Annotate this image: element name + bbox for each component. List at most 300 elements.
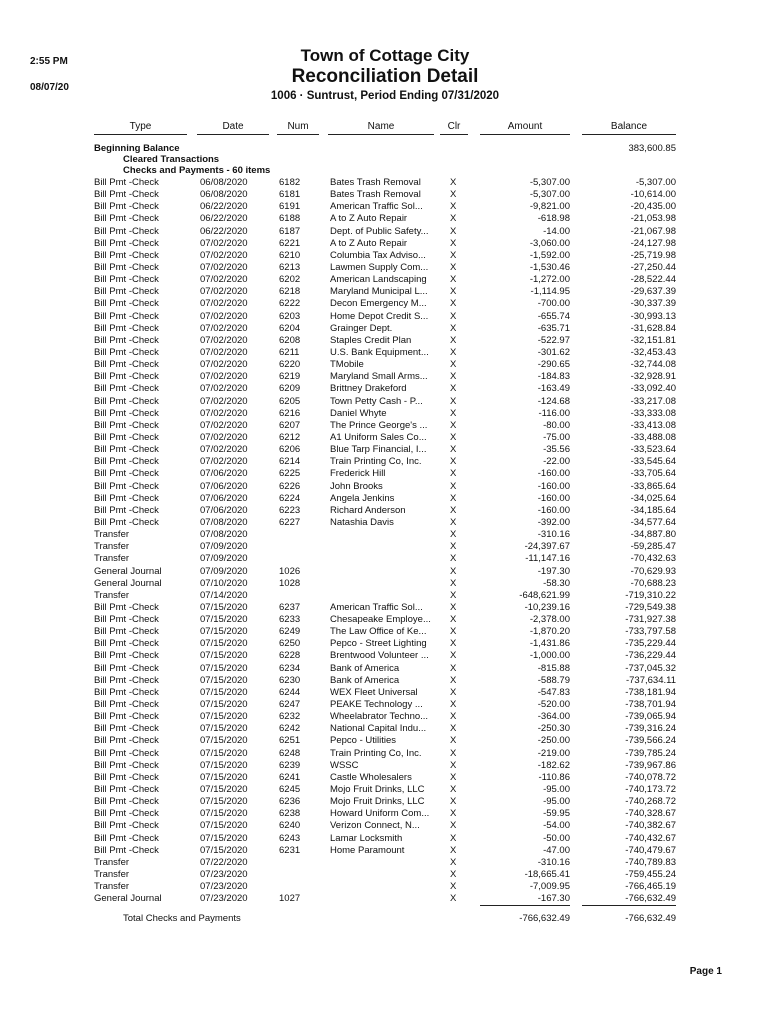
row-name: Maryland Municipal L... — [330, 286, 428, 298]
row-date: 07/02/2020 — [200, 334, 248, 346]
table-row — [0, 796, 770, 808]
row-cleared: X — [450, 735, 457, 747]
row-num: 6182 — [279, 177, 301, 188]
row-type: Transfer — [94, 541, 130, 553]
row-cleared: X — [450, 419, 457, 431]
row-name: American Landscaping — [330, 274, 427, 286]
row-amount: -18,665.41 — [524, 869, 570, 881]
row-date: 07/06/2020 — [200, 468, 248, 480]
row-num: 6209 — [279, 383, 301, 395]
row-num: 6202 — [279, 274, 301, 286]
row-num: 6214 — [279, 456, 301, 468]
row-balance: -739,785.24 — [625, 747, 676, 759]
row-num: 6227 — [279, 516, 301, 528]
table-row — [0, 177, 770, 189]
row-balance: -735,229.44 — [625, 638, 676, 650]
row-num: 6239 — [279, 759, 301, 771]
table-row — [0, 201, 770, 213]
row-num: 6213 — [279, 261, 301, 273]
row-name: Mojo Fruit Drinks, LLC — [330, 784, 425, 796]
table-row — [0, 663, 770, 675]
row-name: Pepco - Street Lighting — [330, 638, 427, 650]
row-balance: -70,688.23 — [630, 577, 676, 589]
row-balance: -731,927.38 — [625, 614, 676, 626]
row-cleared: X — [450, 189, 457, 201]
row-balance: -20,435.00 — [630, 201, 676, 213]
row-amount: -9,821.00 — [529, 201, 570, 213]
row-amount: -588.79 — [537, 674, 570, 686]
row-type: Bill Pmt -Check — [94, 310, 159, 322]
row-date: 06/08/2020 — [200, 189, 248, 201]
table-row — [0, 420, 770, 432]
row-num: 6218 — [279, 286, 301, 298]
row-amount: -5,307.00 — [529, 189, 570, 201]
row-name: The Law Office of Ke... — [330, 626, 427, 638]
row-num: 6210 — [279, 249, 301, 261]
row-type: General Journal — [94, 565, 162, 577]
row-num: 6226 — [279, 480, 301, 492]
row-amount: -160.00 — [537, 480, 570, 492]
row-num: 6233 — [279, 614, 301, 626]
row-date: 07/15/2020 — [200, 784, 248, 796]
row-name: Staples Credit Plan — [330, 334, 412, 346]
row-cleared: X — [450, 371, 457, 383]
row-date: 07/15/2020 — [200, 808, 248, 820]
row-type: Bill Pmt -Check — [94, 371, 159, 383]
row-cleared: X — [450, 322, 457, 334]
row-num: 6240 — [279, 820, 301, 832]
column-header-date: Date — [197, 121, 269, 135]
row-type: Bill Pmt -Check — [94, 759, 159, 771]
row-date: 07/15/2020 — [200, 711, 248, 723]
table-row — [0, 590, 770, 602]
row-balance: -5,307.00 — [635, 177, 676, 188]
row-num: 6232 — [279, 711, 301, 723]
column-header-amount: Amount — [480, 121, 570, 135]
row-amount: -250.30 — [537, 723, 570, 735]
row-type: Bill Pmt -Check — [94, 711, 159, 723]
table-row — [0, 784, 770, 796]
row-num: 6250 — [279, 638, 301, 650]
row-name: Bank of America — [330, 662, 400, 674]
row-balance: -738,181.94 — [625, 686, 676, 698]
table-row — [0, 262, 770, 274]
row-amount: -182.62 — [537, 759, 570, 771]
row-date: 07/02/2020 — [200, 456, 248, 468]
report-date: 08/07/20 — [30, 82, 69, 93]
row-amount: -310.16 — [537, 856, 570, 868]
row-name: Mojo Fruit Drinks, LLC — [330, 796, 425, 808]
row-num: 1026 — [279, 565, 301, 577]
row-date: 07/23/2020 — [200, 881, 248, 893]
row-name: Town Petty Cash - P... — [330, 395, 423, 407]
row-name: American Traffic Sol... — [330, 201, 423, 213]
row-cleared: X — [450, 771, 457, 783]
report-time: 2:55 PM — [30, 56, 68, 67]
row-cleared: X — [450, 177, 457, 188]
balance-total-rule — [582, 905, 676, 906]
row-amount: -7,009.95 — [529, 881, 570, 893]
row-cleared: X — [450, 589, 457, 601]
table-row — [0, 687, 770, 699]
row-type: Bill Pmt -Check — [94, 820, 159, 832]
row-amount: -80.00 — [543, 419, 570, 431]
row-type: Bill Pmt -Check — [94, 844, 159, 856]
report-title: Reconciliation Detail — [291, 66, 479, 87]
table-row — [0, 723, 770, 735]
row-date: 07/15/2020 — [200, 699, 248, 711]
row-type: Transfer — [94, 553, 130, 565]
row-cleared: X — [450, 723, 457, 735]
row-date: 06/22/2020 — [200, 201, 248, 213]
row-name: A1 Uniform Sales Co... — [330, 431, 427, 443]
row-balance: -34,185.64 — [630, 504, 676, 516]
table-row — [0, 566, 770, 578]
row-date: 07/09/2020 — [200, 541, 248, 553]
row-type: Bill Pmt -Check — [94, 808, 159, 820]
row-cleared: X — [450, 213, 457, 225]
row-balance: -24,127.98 — [630, 237, 676, 249]
row-num: 6244 — [279, 686, 301, 698]
table-row — [0, 893, 770, 905]
row-type: Bill Pmt -Check — [94, 407, 159, 419]
row-name: WEX Fleet Universal — [330, 686, 418, 698]
table-row — [0, 748, 770, 760]
row-amount: -163.49 — [537, 383, 570, 395]
row-balance: -33,413.08 — [630, 419, 676, 431]
row-cleared: X — [450, 820, 457, 832]
row-amount: -250.00 — [537, 735, 570, 747]
row-cleared: X — [450, 650, 457, 662]
row-type: Bill Pmt -Check — [94, 286, 159, 298]
row-num: 6203 — [279, 310, 301, 322]
row-type: General Journal — [94, 893, 162, 905]
row-amount: -290.65 — [537, 359, 570, 371]
row-cleared: X — [450, 456, 457, 468]
column-header-type: Type — [94, 121, 187, 135]
row-cleared: X — [450, 565, 457, 577]
row-name: A to Z Auto Repair — [330, 237, 408, 249]
table-row — [0, 347, 770, 359]
table-row — [0, 286, 770, 298]
row-type: Bill Pmt -Check — [94, 650, 159, 662]
row-amount: -184.83 — [537, 371, 570, 383]
row-type: Bill Pmt -Check — [94, 468, 159, 480]
row-amount: -520.00 — [537, 699, 570, 711]
row-name: Chesapeake Employe... — [330, 614, 431, 626]
row-amount: -160.00 — [537, 468, 570, 480]
row-cleared: X — [450, 492, 457, 504]
row-amount: -14.00 — [543, 225, 570, 237]
row-num: 6208 — [279, 334, 301, 346]
table-row — [0, 735, 770, 747]
row-balance: -33,488.08 — [630, 431, 676, 443]
row-cleared: X — [450, 346, 457, 358]
row-type: Transfer — [94, 529, 130, 541]
row-amount: -59.95 — [543, 808, 570, 820]
row-date: 07/02/2020 — [200, 444, 248, 456]
row-date: 06/08/2020 — [200, 177, 248, 188]
row-balance: -766,465.19 — [625, 881, 676, 893]
row-date: 06/22/2020 — [200, 213, 248, 225]
row-name: Howard Uniform Com... — [330, 808, 430, 820]
row-amount: -197.30 — [537, 565, 570, 577]
row-num: 6242 — [279, 723, 301, 735]
table-row — [0, 238, 770, 250]
row-balance: -740,432.67 — [625, 832, 676, 844]
row-cleared: X — [450, 759, 457, 771]
row-date: 07/02/2020 — [200, 431, 248, 443]
row-name: PEAKE Technology ... — [330, 699, 423, 711]
row-name: Bates Trash Removal — [330, 177, 421, 188]
row-date: 07/02/2020 — [200, 395, 248, 407]
row-date: 07/08/2020 — [200, 516, 248, 528]
row-num: 6207 — [279, 419, 301, 431]
row-cleared: X — [450, 237, 457, 249]
table-row — [0, 711, 770, 723]
row-cleared: X — [450, 626, 457, 638]
row-cleared: X — [450, 407, 457, 419]
row-date: 07/02/2020 — [200, 237, 248, 249]
row-amount: -3,060.00 — [529, 237, 570, 249]
table-row — [0, 298, 770, 310]
row-num: 6216 — [279, 407, 301, 419]
row-amount: -54.00 — [543, 820, 570, 832]
row-type: Bill Pmt -Check — [94, 771, 159, 783]
table-row — [0, 808, 770, 820]
table-row — [0, 323, 770, 335]
row-amount: -5,307.00 — [529, 177, 570, 188]
row-balance: -766,632.49 — [625, 893, 676, 905]
row-num: 1028 — [279, 577, 301, 589]
row-num: 6220 — [279, 359, 301, 371]
row-num: 6245 — [279, 784, 301, 796]
row-amount: -124.68 — [537, 395, 570, 407]
row-num: 6249 — [279, 626, 301, 638]
table-row — [0, 675, 770, 687]
row-name: Lawmen Supply Com... — [330, 261, 429, 273]
row-cleared: X — [450, 504, 457, 516]
row-type: Bill Pmt -Check — [94, 237, 159, 249]
row-num: 6237 — [279, 601, 301, 613]
row-amount: -301.62 — [537, 346, 570, 358]
table-row — [0, 820, 770, 832]
row-amount: -75.00 — [543, 431, 570, 443]
row-cleared: X — [450, 601, 457, 613]
row-type: Bill Pmt -Check — [94, 201, 159, 213]
row-num: 6191 — [279, 201, 301, 213]
row-date: 07/02/2020 — [200, 298, 248, 310]
row-date: 07/09/2020 — [200, 553, 248, 565]
row-balance: -33,523.64 — [630, 444, 676, 456]
row-name: U.S. Bank Equipment... — [330, 346, 429, 358]
row-date: 07/15/2020 — [200, 820, 248, 832]
column-header-num: Num — [277, 121, 319, 135]
row-cleared: X — [450, 747, 457, 759]
row-type: Bill Pmt -Check — [94, 601, 159, 613]
row-balance: -740,479.67 — [625, 844, 676, 856]
row-date: 07/15/2020 — [200, 674, 248, 686]
row-type: Bill Pmt -Check — [94, 735, 159, 747]
row-type: Bill Pmt -Check — [94, 395, 159, 407]
row-name: Natashia Davis — [330, 516, 394, 528]
row-balance: -34,887.80 — [630, 529, 676, 541]
row-amount: -547.83 — [537, 686, 570, 698]
row-num: 6241 — [279, 771, 301, 783]
row-amount: -160.00 — [537, 492, 570, 504]
row-cleared: X — [450, 431, 457, 443]
row-date: 07/02/2020 — [200, 261, 248, 273]
row-balance: -34,025.64 — [630, 492, 676, 504]
row-cleared: X — [450, 310, 457, 322]
row-date: 07/08/2020 — [200, 529, 248, 541]
row-num: 6243 — [279, 832, 301, 844]
row-date: 07/15/2020 — [200, 650, 248, 662]
total-label: Total Checks and Payments — [123, 913, 241, 924]
row-date: 07/02/2020 — [200, 274, 248, 286]
row-date: 07/02/2020 — [200, 322, 248, 334]
table-row — [0, 311, 770, 323]
row-cleared: X — [450, 686, 457, 698]
row-type: Bill Pmt -Check — [94, 177, 159, 188]
row-type: Bill Pmt -Check — [94, 444, 159, 456]
row-cleared: X — [450, 516, 457, 528]
row-type: Bill Pmt -Check — [94, 796, 159, 808]
row-date: 07/15/2020 — [200, 662, 248, 674]
row-type: Transfer — [94, 881, 130, 893]
row-balance: -32,928.91 — [630, 371, 676, 383]
table-row — [0, 857, 770, 869]
row-date: 07/15/2020 — [200, 723, 248, 735]
row-cleared: X — [450, 298, 457, 310]
column-header-clr: Clr — [440, 121, 468, 135]
row-type: Bill Pmt -Check — [94, 359, 159, 371]
table-row — [0, 481, 770, 493]
row-amount: -1,870.20 — [529, 626, 570, 638]
row-amount: -58.30 — [543, 577, 570, 589]
table-row — [0, 505, 770, 517]
row-amount: -219.00 — [537, 747, 570, 759]
row-balance: -737,634.11 — [625, 674, 676, 686]
row-date: 07/15/2020 — [200, 686, 248, 698]
row-num: 6206 — [279, 444, 301, 456]
row-name: American Traffic Sol... — [330, 601, 423, 613]
row-type: Bill Pmt -Check — [94, 480, 159, 492]
row-num: 6181 — [279, 189, 301, 201]
row-num: 6205 — [279, 395, 301, 407]
row-name: Brentwood Volunteer ... — [330, 650, 429, 662]
row-date: 07/15/2020 — [200, 832, 248, 844]
row-name: Lamar Locksmith — [330, 832, 403, 844]
row-amount: -310.16 — [537, 529, 570, 541]
table-row — [0, 760, 770, 772]
row-balance: -32,744.08 — [630, 359, 676, 371]
row-num: 6248 — [279, 747, 301, 759]
table-row — [0, 614, 770, 626]
row-date: 07/02/2020 — [200, 286, 248, 298]
row-type: Bill Pmt -Check — [94, 747, 159, 759]
row-name: Decon Emergency M... — [330, 298, 427, 310]
row-name: The Prince George's ... — [330, 419, 428, 431]
row-date: 07/09/2020 — [200, 565, 248, 577]
row-balance: -59,285.47 — [630, 541, 676, 553]
row-type: Bill Pmt -Check — [94, 213, 159, 225]
row-name: Angela Jenkins — [330, 492, 395, 504]
row-name: TMobile — [330, 359, 364, 371]
row-amount: -22.00 — [543, 456, 570, 468]
table-row — [0, 371, 770, 383]
row-balance: -10,614.00 — [630, 189, 676, 201]
row-cleared: X — [450, 395, 457, 407]
row-cleared: X — [450, 225, 457, 237]
row-cleared: X — [450, 261, 457, 273]
table-row — [0, 772, 770, 784]
table-row — [0, 578, 770, 590]
total-balance: -766,632.49 — [625, 913, 676, 924]
row-cleared: X — [450, 359, 457, 371]
row-balance: -25,719.98 — [630, 249, 676, 261]
row-balance: -740,789.83 — [625, 856, 676, 868]
row-amount: -1,431.86 — [529, 638, 570, 650]
beginning-balance-label: Beginning Balance — [94, 143, 180, 154]
row-date: 07/06/2020 — [200, 480, 248, 492]
row-cleared: X — [450, 201, 457, 213]
row-type: Bill Pmt -Check — [94, 456, 159, 468]
row-cleared: X — [450, 334, 457, 346]
row-num: 6211 — [279, 346, 300, 358]
row-name: WSSC — [330, 759, 359, 771]
row-type: Bill Pmt -Check — [94, 686, 159, 698]
row-cleared: X — [450, 541, 457, 553]
row-balance: -33,865.64 — [630, 480, 676, 492]
row-amount: -655.74 — [537, 310, 570, 322]
row-num: 6231 — [279, 844, 301, 856]
row-amount: -700.00 — [537, 298, 570, 310]
row-amount: -1,000.00 — [529, 650, 570, 662]
row-amount: -24,397.67 — [524, 541, 570, 553]
table-row — [0, 396, 770, 408]
row-balance: -32,453.43 — [630, 346, 676, 358]
row-type: Bill Pmt -Check — [94, 699, 159, 711]
row-date: 07/06/2020 — [200, 504, 248, 516]
row-num: 6187 — [279, 225, 301, 237]
row-date: 07/02/2020 — [200, 371, 248, 383]
row-balance: -740,078.72 — [625, 771, 676, 783]
row-num: 6238 — [279, 808, 301, 820]
row-balance: -70,432.63 — [630, 553, 676, 565]
table-row — [0, 468, 770, 480]
row-name: Wheelabrator Techno... — [330, 711, 429, 723]
row-type: Bill Pmt -Check — [94, 674, 159, 686]
row-amount: -1,272.00 — [529, 274, 570, 286]
row-amount: -167.30 — [537, 893, 570, 905]
row-date: 07/15/2020 — [200, 614, 248, 626]
row-name: John Brooks — [330, 480, 383, 492]
table-row — [0, 529, 770, 541]
table-row — [0, 335, 770, 347]
row-amount: -392.00 — [537, 516, 570, 528]
table-row — [0, 226, 770, 238]
row-balance: -30,993.13 — [630, 310, 676, 322]
row-name: National Capital Indu... — [330, 723, 427, 735]
row-date: 07/15/2020 — [200, 638, 248, 650]
table-row — [0, 493, 770, 505]
table-row — [0, 845, 770, 857]
row-type: Bill Pmt -Check — [94, 626, 159, 638]
table-row — [0, 541, 770, 553]
row-amount: -522.97 — [537, 334, 570, 346]
row-cleared: X — [450, 893, 457, 905]
